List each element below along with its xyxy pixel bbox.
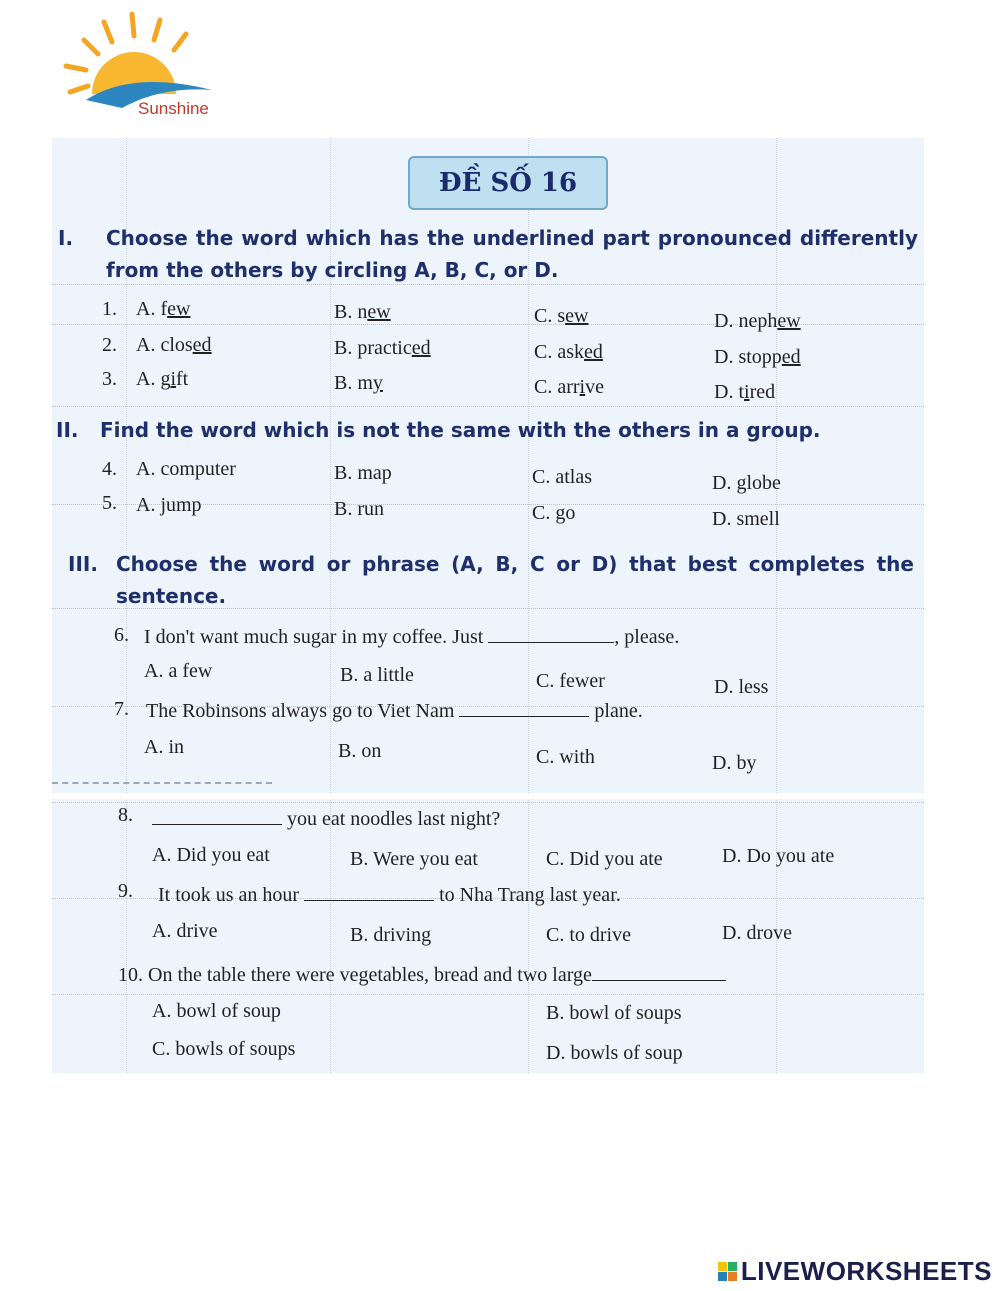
answer-option[interactable]: B. on — [338, 740, 382, 762]
answer-option[interactable] — [534, 305, 588, 328]
question-stem: On the table there were vegetables, bread and two large — [148, 964, 592, 986]
question-text — [152, 808, 500, 831]
underlined-part: ed — [192, 334, 212, 356]
section-2-heading — [56, 414, 916, 450]
dashed-separator — [52, 782, 272, 784]
section-instruction: Choose the word which has the underlined part pronounced differently from the others by circling A, B, C, or D. — [106, 226, 918, 282]
answer-option[interactable]: C. fewer — [536, 670, 605, 692]
answer-option[interactable]: B. Were you eat — [350, 848, 478, 870]
section-number: III. — [68, 552, 98, 576]
underlined-part: i — [744, 381, 750, 403]
answer-option[interactable]: A. jump — [136, 494, 202, 516]
answer-option[interactable]: D. by — [712, 752, 757, 774]
answer-option[interactable]: A. bowl of soup — [152, 1000, 281, 1022]
logo-text: Sunshine — [138, 99, 209, 118]
section-instruction: Find the word which is not the same with the others in a group. — [100, 418, 821, 442]
answer-blank[interactable] — [152, 822, 282, 825]
brand-text: LIVEWORKSHEETS — [740, 1256, 992, 1286]
answer-option[interactable]: C. atlas — [532, 466, 592, 488]
question-number: 3. — [102, 368, 117, 390]
question-text — [158, 884, 621, 907]
answer-option[interactable]: B. a little — [340, 664, 414, 686]
answer-option[interactable] — [136, 334, 212, 357]
option-text: A. f — [136, 298, 168, 320]
answer-blank[interactable] — [304, 898, 434, 901]
page-divider — [52, 793, 924, 799]
question-text — [118, 964, 726, 987]
liveworksheets-logo-icon — [718, 1262, 737, 1281]
question-text — [144, 626, 679, 649]
answer-option[interactable]: A. drive — [152, 920, 218, 942]
test-title: ĐỀ SỐ 16 — [438, 168, 578, 198]
option-text: D. neph — [714, 310, 778, 332]
question-number: 5. — [102, 492, 117, 514]
underlined-part: ew — [777, 310, 801, 332]
underlined-part: i — [170, 368, 177, 390]
worksheet — [52, 138, 924, 1073]
option-text: C. ask — [534, 341, 584, 363]
option-text: ft — [176, 368, 189, 390]
question-stem: I don't want much sugar in my coffee. Just — [144, 626, 484, 648]
option-text: D. stopp — [714, 346, 782, 368]
question-stem: It took us an hour — [158, 884, 300, 906]
answer-option[interactable]: C. with — [536, 746, 595, 768]
question-number: 9. — [118, 880, 133, 902]
option-text: C. s — [534, 305, 566, 327]
guide-line — [52, 994, 924, 995]
answer-option[interactable] — [334, 301, 391, 324]
answer-option[interactable]: B. driving — [350, 924, 432, 946]
answer-option[interactable]: D. Do you ate — [722, 845, 835, 867]
answer-option[interactable]: D. less — [714, 676, 769, 698]
underlined-part: i — [579, 376, 586, 398]
answer-option[interactable]: D. smell — [712, 508, 780, 530]
question-stem: , please. — [614, 626, 680, 648]
answer-option[interactable]: B. run — [334, 498, 384, 520]
answer-blank[interactable] — [592, 978, 726, 981]
question-stem: you eat noodles last night? — [287, 808, 501, 830]
question-number: 7. — [114, 698, 129, 720]
question-stem: plane. — [594, 700, 643, 722]
answer-option[interactable] — [534, 341, 603, 364]
answer-option[interactable]: A. computer — [136, 458, 236, 480]
question-number: 10. — [118, 964, 143, 986]
option-text: B. practic — [334, 337, 412, 359]
question-number: 4. — [102, 458, 117, 480]
answer-option[interactable]: B. bowl of soups — [546, 1002, 682, 1024]
option-text: D. t — [714, 381, 744, 403]
answer-option[interactable] — [714, 310, 801, 333]
answer-option[interactable]: C. Did you ate — [546, 848, 663, 870]
answer-option[interactable]: C. to drive — [546, 924, 631, 946]
guide-line — [52, 802, 924, 803]
question-stem: to Nha Trang last year. — [439, 884, 621, 906]
option-text: red — [749, 381, 776, 403]
answer-blank[interactable] — [488, 640, 614, 643]
question-text — [146, 700, 643, 723]
section-number: I. — [58, 226, 74, 250]
question-number: 6. — [114, 624, 129, 646]
underlined-part: ew — [565, 305, 589, 327]
section-number: II. — [56, 418, 79, 442]
answer-option[interactable]: D. globe — [712, 472, 781, 494]
answer-option[interactable]: C. bowls of soups — [152, 1038, 296, 1060]
underlined-part: ew — [367, 301, 391, 323]
answer-blank[interactable] — [459, 714, 589, 717]
answer-option[interactable]: C. go — [532, 502, 576, 524]
answer-option[interactable]: D. drove — [722, 922, 792, 944]
underlined-part: ed — [584, 341, 603, 363]
answer-option[interactable]: A. Did you eat — [152, 844, 270, 866]
answer-option[interactable] — [334, 372, 383, 395]
question-number: 2. — [102, 334, 117, 356]
answer-option[interactable] — [534, 376, 604, 399]
answer-option[interactable]: A. in — [144, 736, 184, 758]
answer-option[interactable] — [714, 346, 801, 369]
option-text: B. n — [334, 301, 368, 323]
answer-option[interactable] — [714, 381, 775, 404]
section-instruction: Choose the word or phrase (A, B, C or D) that best completes the sentence. — [116, 552, 914, 608]
question-number: 8. — [118, 804, 133, 826]
underlined-part: ed — [781, 346, 801, 368]
liveworksheets-brand — [718, 1256, 992, 1287]
option-text: C. arr — [534, 376, 580, 398]
option-text: A. g — [136, 368, 171, 390]
underlined-part: y — [372, 372, 383, 394]
option-text: A. clos — [136, 334, 193, 356]
answer-option[interactable] — [334, 337, 431, 360]
guide-line — [52, 406, 924, 407]
answer-option[interactable] — [136, 368, 188, 391]
option-text: B. m — [334, 372, 373, 394]
answer-option[interactable]: B. map — [334, 462, 392, 484]
test-title-badge — [408, 156, 608, 210]
underlined-part: ed — [411, 337, 431, 359]
question-stem: The Robinsons always go to Viet Nam — [146, 700, 455, 722]
question-number: 1. — [102, 298, 117, 320]
option-text: ve — [585, 376, 604, 398]
answer-option[interactable]: D. bowls of soup — [546, 1042, 683, 1064]
answer-option[interactable] — [136, 298, 190, 321]
underlined-part: ew — [167, 298, 191, 320]
answer-option[interactable]: A. a few — [144, 660, 213, 682]
section-1-heading — [58, 222, 918, 292]
section-3-heading — [68, 548, 914, 618]
